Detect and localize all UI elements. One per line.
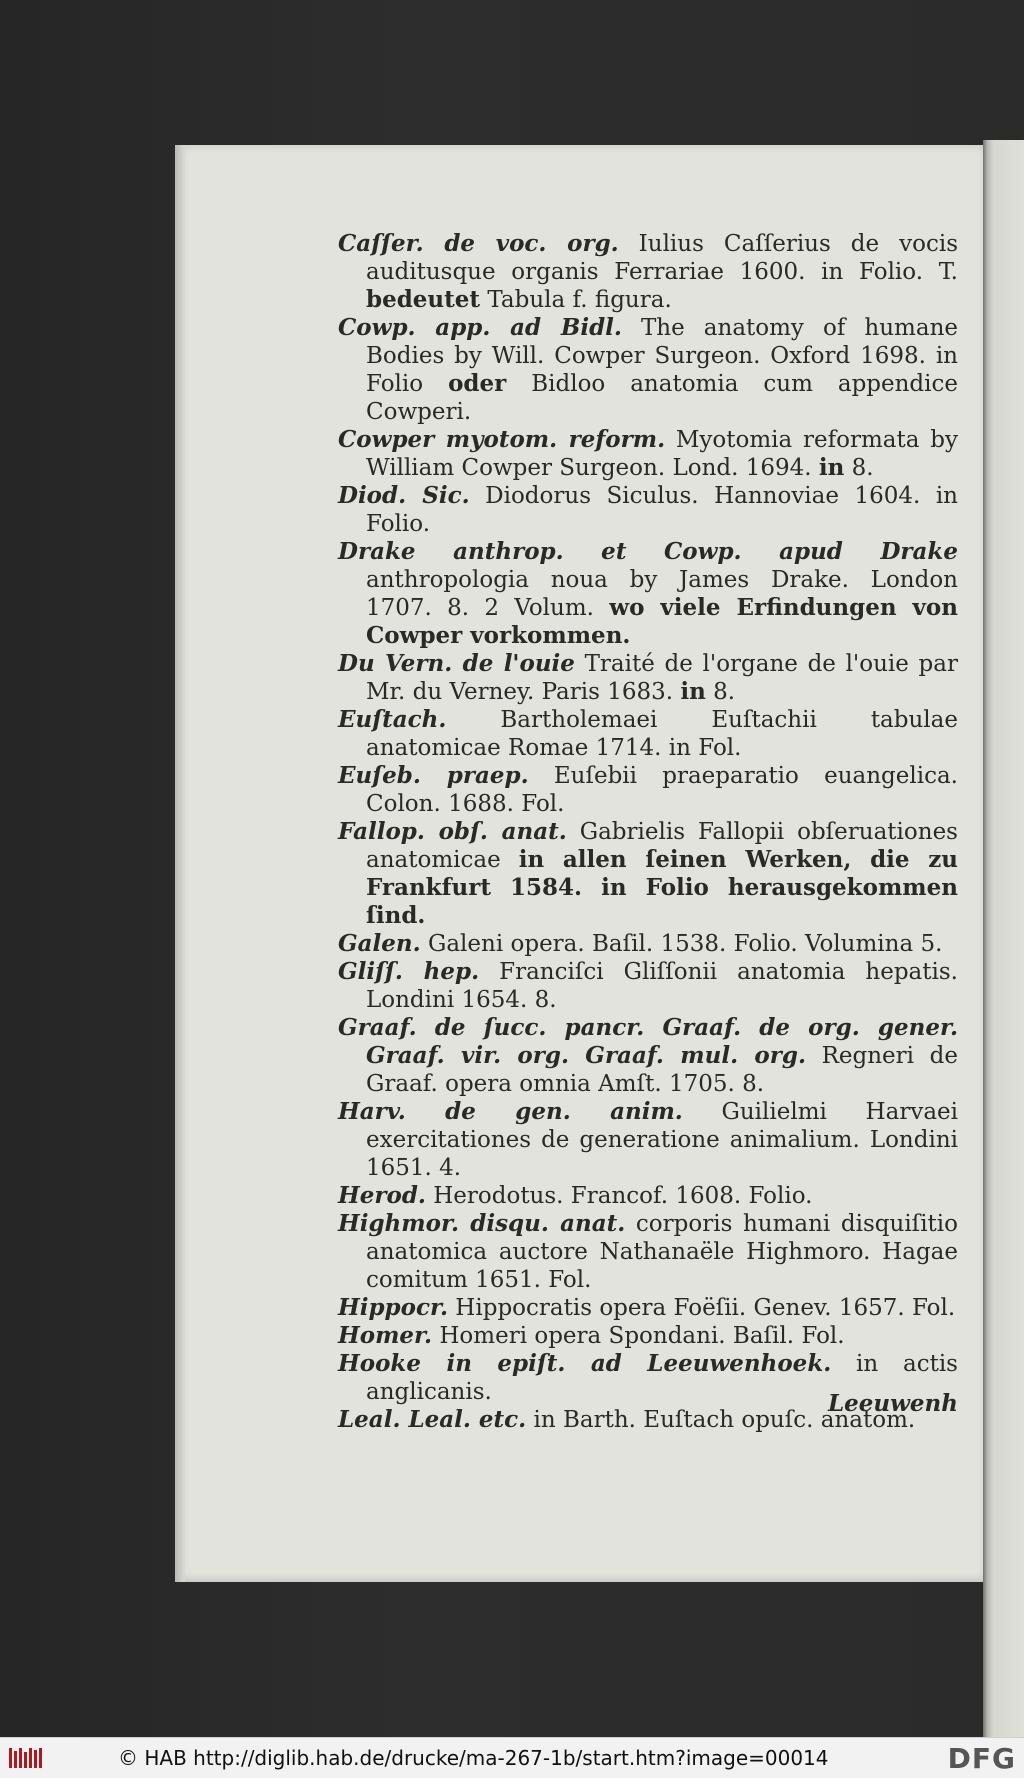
entry-fraktur: in allen ſeinen Werken, die zu Frankfurt 1584. in Folio herausgekommen ſind. (366, 846, 959, 929)
entry-text: Traité de l'organe de l'ouie par Mr. du Verney. Paris 1683. (366, 651, 958, 705)
entry-abbreviation: Hooke in epiſt. ad Leeuwenhoek. (338, 1350, 832, 1377)
bibliography-entry (338, 1014, 958, 1098)
entry-abbreviation: Diod. Sic. (338, 482, 470, 509)
bibliography-entry (338, 426, 958, 482)
bibliography-entry (338, 930, 958, 958)
viewer-footer (0, 1737, 1024, 1778)
bibliography-entry (338, 230, 958, 314)
entry-abbreviation: Euſeb. praep. (338, 762, 529, 789)
source-link[interactable]: © HAB http://diglib.hab.de/drucke/ma-267-1b/start.htm?image=00014 (118, 1746, 829, 1770)
entry-fraktur: bedeutet (366, 286, 481, 313)
entry-fraktur: in (818, 454, 845, 481)
facing-page-edge (983, 140, 1024, 1740)
entry-text: in actis anglicanis. (366, 1351, 958, 1405)
entry-abbreviation: Galen. (338, 930, 421, 957)
bibliography-entry (338, 314, 958, 426)
entry-text: Franciſci Gliſſonii anatomia hepatis. Londini 1654. 8. (366, 959, 958, 1013)
entry-abbreviation: Cowper myotom. reform. (338, 426, 666, 453)
entry-abbreviation: Euſtach. (338, 706, 447, 733)
entry-text: Herodotus. Francof. 1608. Folio. (425, 1183, 813, 1209)
bibliography-list (338, 230, 958, 1434)
entry-text: Bartholemaei Euſtachii tabulae anatomicae Romae 1714. in Fol. (366, 707, 958, 761)
entry-abbreviation: Harv. de gen. anim. (338, 1098, 683, 1125)
entry-text: anthropologia noua by James Drake. London 1707. 8. 2 Volum. (366, 567, 958, 621)
entry-abbreviation: Du Vern. de l'ouie (338, 650, 575, 677)
bibliography-entry (338, 1098, 958, 1182)
page-edge (175, 145, 185, 1582)
bibliography-entry (338, 706, 958, 762)
entry-tail: Tabula f. figura. (480, 287, 672, 313)
entry-text: Iulius Caſſerius de vocis auditusque organis Ferrariae 1600. in Folio. T. (366, 231, 958, 285)
entry-abbreviation: Fallop. obſ. anat. (338, 818, 567, 845)
bibliography-entry (338, 538, 958, 650)
bibliography-entry (338, 818, 958, 930)
bibliography-entry (338, 1322, 958, 1350)
catchword: Leeuwenh (827, 1390, 958, 1417)
entry-text: Myotomia reformata by William Cowper Surgeon. Lond. 1694. (366, 427, 958, 481)
entry-abbreviation: Drake anthrop. et Cowp. apud Drake (338, 538, 958, 565)
dfg-logo: DFG (947, 1742, 1016, 1775)
entry-text: Diodorus Siculus. Hannoviae 1604. in Folio. (366, 483, 958, 537)
entry-abbreviation: Leal. Leal. etc. (338, 1406, 527, 1433)
entry-text: Homeri opera Spondani. Baſil. Fol. (432, 1323, 845, 1349)
hab-logo-icon (8, 1746, 46, 1770)
entry-text: The anatomy of humane Bodies by Will. Cowper Surgeon. Oxford 1698. in Folio (366, 315, 958, 397)
entry-abbreviation: Highmor. disqu. anat. (338, 1210, 626, 1237)
bibliography-entry (338, 1294, 958, 1322)
bibliography-entry (338, 482, 958, 538)
entry-abbreviation: Hippocr. (338, 1294, 448, 1321)
bibliography-entry (338, 762, 958, 818)
bibliography-entry (338, 650, 958, 706)
entry-abbreviation: Herod. (338, 1182, 426, 1209)
entry-tail: 8. (844, 455, 874, 481)
entry-text: Galeni opera. Baſil. 1538. Folio. Volumina 5. (420, 931, 943, 957)
bibliography-entry (338, 1182, 958, 1210)
entry-tail: 8. (705, 679, 736, 705)
entry-abbreviation: Homer. (338, 1322, 433, 1349)
entry-abbreviation: Gliſſ. hep. (338, 958, 480, 985)
entry-text: Euſebii praeparatio euangelica. Colon. 1688. Fol. (366, 763, 958, 817)
entry-tail: Bidloo anatomia cum appendice Cowperi. (366, 371, 959, 425)
entry-text: corporis humani disquiſitio anatomica auctore Nathanaële Highmoro. Hagae comitum 1651. Fol. (366, 1211, 958, 1293)
bibliography-entry (338, 958, 958, 1014)
bibliography-entry (338, 1210, 958, 1294)
entry-abbreviation: Cowp. app. ad Bidl. (338, 314, 622, 341)
entry-text: Regneri de Graaf. opera omnia Amſt. 1705. 8. (366, 1043, 958, 1097)
entry-text: Hippocratis opera Foëſii. Genev. 1657. Fol. (448, 1295, 956, 1321)
entry-fraktur: wo viele Erfindungen von Cowper vorkommen. (366, 594, 958, 649)
entry-fraktur: oder (448, 370, 507, 397)
entry-abbreviation: Graaf. de ſucc. pancr. Graaf. de org. gener. Graaf. vir. org. Graaf. mul. org. (338, 1014, 958, 1069)
entry-text: Gabrielis Fallopii obſeruationes anatomicae (366, 819, 958, 873)
entry-abbreviation: Caſſer. de voc. org. (338, 230, 619, 257)
entry-fraktur: in (680, 678, 706, 705)
entry-text: Guilielmi Harvaei exercitationes de generatione animalium. Londini 1651. 4. (366, 1099, 958, 1181)
entry-text: in Barth. Euſtach opuſc. anatom. (526, 1407, 916, 1433)
